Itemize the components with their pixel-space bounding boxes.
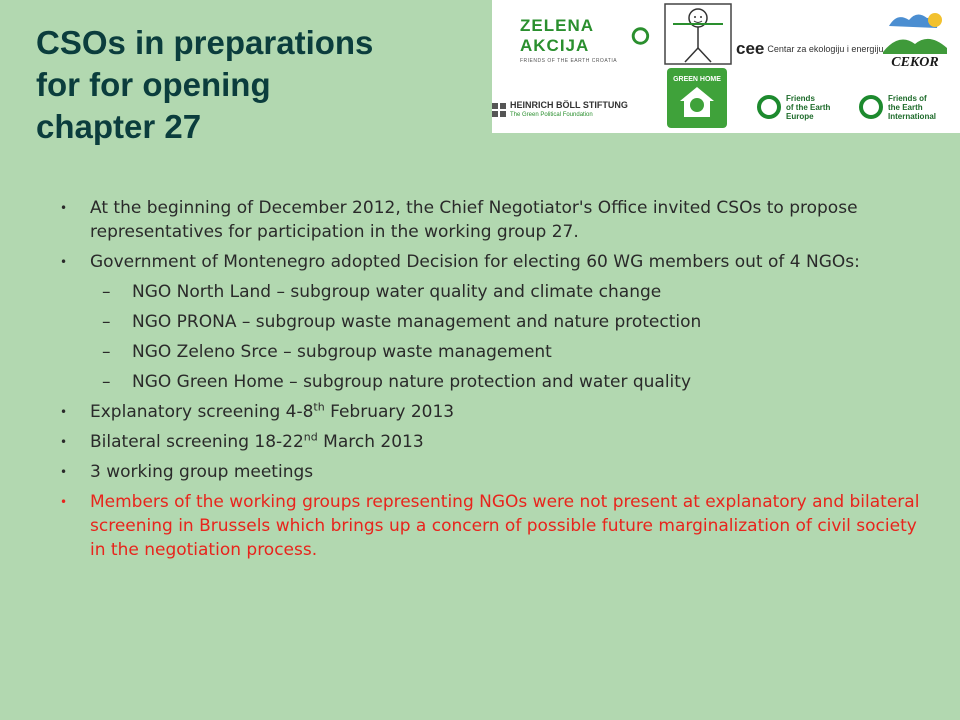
partner-logos-panel: [492, 0, 960, 133]
green-home-logo: [658, 66, 736, 130]
dash-icon: –: [102, 282, 111, 302]
explanatory-screening-text: [90, 402, 454, 422]
sub-bullet-text: NGO Green Home – subgroup nature protection and water quality: [132, 372, 692, 392]
cekor-logo: [878, 8, 952, 70]
bullet-item: [60, 400, 920, 424]
foe-europe-logo: [756, 92, 846, 122]
foe-international-logo: [858, 92, 958, 122]
foe-europe-line-2: of the Earth: [786, 102, 831, 112]
title-line-2: for for opening: [36, 66, 271, 103]
foe-circle-icon: [631, 23, 650, 49]
dash-icon: –: [102, 372, 111, 392]
cekor-landscape-icon: [879, 8, 951, 70]
foe-international-circle-icon: [858, 94, 884, 120]
sub-bullet-text: NGO Zeleno Srce – subgroup waste management: [132, 342, 552, 362]
child-drawing-logo: [660, 2, 736, 66]
bullet-dot-icon: •: [60, 495, 68, 509]
sub-bullet-item: [60, 340, 920, 364]
title-line-3: chapter 27: [36, 108, 202, 145]
sub-bullet-text: NGO North Land – subgroup water quality and climate change: [132, 282, 662, 302]
sub-bullet-text: NGO PRONA – subgroup waste management and nature protection: [132, 312, 702, 332]
bullet-text: At the beginning of December 2012, the Chief Negotiator's Office invited CSOs to propose representatives for participation in the working group 27.: [90, 198, 858, 242]
sub-bullet-item: [60, 370, 920, 394]
foe-international-line-1: Friends of: [888, 93, 927, 103]
explanatory-screening-dates: Explanatory screening 4-8: [90, 402, 314, 422]
title-line-1: CSOs in preparations: [36, 24, 374, 61]
ordinal-suffix: th: [313, 400, 325, 414]
bullet-text: Government of Montenegro adopted Decision for electing 60 WG members out of 4 NGOs:: [90, 252, 860, 272]
child-figure-icon: [663, 2, 733, 66]
dash-icon: –: [102, 342, 111, 362]
boll-grid-icon: [492, 103, 506, 117]
foe-europe-line-3: Europe: [786, 111, 814, 121]
bullet-item: [60, 460, 920, 484]
bullet-dot-icon: •: [60, 465, 68, 479]
bullet-dot-icon: •: [60, 435, 68, 449]
cekor-name: CEKOR: [891, 55, 939, 70]
zelena-akcija-name: ZELENA AKCIJA: [520, 16, 594, 55]
bullet-item: [60, 430, 920, 454]
zelena-akcija-logo: [520, 16, 650, 68]
bilateral-screening-dates: Bilateral screening 18-22: [90, 432, 304, 452]
slide-title: [36, 22, 476, 148]
bullet-text: 3 working group meetings: [90, 462, 314, 482]
bullet-dot-icon: •: [60, 255, 68, 269]
boll-subtitle: The Green Political Foundation: [510, 112, 593, 118]
cee-logo: [736, 38, 884, 60]
bullet-item: [60, 196, 920, 244]
bilateral-screening-text: [90, 432, 424, 452]
sub-bullet-item: [60, 310, 920, 334]
ordinal-suffix: nd: [303, 430, 318, 444]
cee-name: Centar za ekologiju i energiju: [767, 44, 884, 54]
bullet-item: [60, 250, 920, 274]
explanatory-screening-month: February 2013: [324, 402, 455, 422]
green-home-name: GREEN HOME: [673, 76, 721, 83]
bullet-dot-icon: •: [60, 201, 68, 215]
sub-bullet-item: [60, 280, 920, 304]
dash-icon: –: [102, 312, 111, 332]
slide-body: [60, 196, 920, 568]
concern-bullet-item: [60, 490, 920, 562]
bullet-dot-icon: •: [60, 405, 68, 419]
foe-international-line-2: the Earth: [888, 102, 923, 112]
foe-international-line-3: International: [888, 111, 937, 121]
zelena-akcija-subtitle: FRIENDS OF THE EARTH CROATIA: [520, 58, 618, 64]
concern-text: Members of the working groups representing NGOs were not present at explanatory and bilateral screening in Brussels which brings up a concern of possible future marginalization of civil society in the negotiation process.: [90, 492, 920, 560]
foe-europe-line-1: Friends: [786, 93, 815, 103]
boll-name: HEINRICH BÖLL STIFTUNG: [510, 100, 628, 110]
green-home-icon: [666, 67, 728, 129]
cee-mark: cee: [736, 39, 765, 58]
foe-europe-circle-icon: [756, 94, 782, 120]
bilateral-screening-month: March 2013: [317, 432, 424, 452]
boll-foundation-logo: [492, 98, 647, 122]
